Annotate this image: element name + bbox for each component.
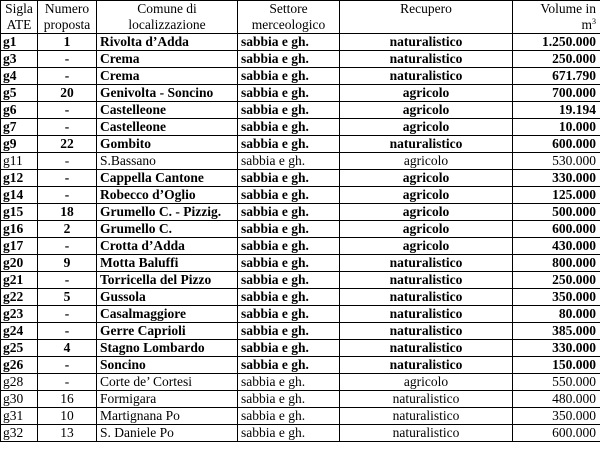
cell-comune: Grumello C. - Pizzig. — [97, 204, 238, 221]
cell-numero: - — [38, 187, 97, 204]
cell-settore: sabbia e gh. — [238, 340, 340, 357]
cell-comune: Gombito — [97, 136, 238, 153]
cell-recupero: naturalistico — [340, 51, 513, 68]
cell-volume: 330.000 — [513, 340, 600, 357]
table-row — [1, 408, 600, 425]
table-row — [1, 374, 600, 391]
cell-volume: 350.000 — [513, 408, 600, 425]
cell-comune: Gussola — [97, 289, 238, 306]
cell-recupero: naturalistico — [340, 289, 513, 306]
cell-numero: 13 — [38, 425, 97, 442]
cell-settore: sabbia e gh. — [238, 102, 340, 119]
cell-recupero: agricolo — [340, 85, 513, 102]
cell-recupero: naturalistico — [340, 391, 513, 408]
table-row — [1, 340, 600, 357]
cell-numero: - — [38, 238, 97, 255]
cell-recupero: agricolo — [340, 153, 513, 170]
cell-sigla: g1 — [1, 34, 38, 51]
cell-recupero: naturalistico — [340, 306, 513, 323]
cell-recupero: naturalistico — [340, 408, 513, 425]
cell-comune: Crotta d’Adda — [97, 238, 238, 255]
cell-sigla: g5 — [1, 85, 38, 102]
cell-numero: 1 — [38, 34, 97, 51]
cell-comune: Crema — [97, 51, 238, 68]
cell-settore: sabbia e gh. — [238, 187, 340, 204]
table-row — [1, 255, 600, 272]
cell-settore: sabbia e gh. — [238, 255, 340, 272]
cell-settore: sabbia e gh. — [238, 391, 340, 408]
cell-settore: sabbia e gh. — [238, 34, 340, 51]
cell-sigla: g32 — [1, 425, 38, 442]
cell-settore: sabbia e gh. — [238, 323, 340, 340]
cell-numero: - — [38, 272, 97, 289]
header-settore: Settore merceologico — [238, 1, 340, 34]
cell-recupero: naturalistico — [340, 255, 513, 272]
cell-sigla: g16 — [1, 221, 38, 238]
cell-numero: 16 — [38, 391, 97, 408]
table-header — [1, 1, 600, 34]
cell-volume: 600.000 — [513, 136, 600, 153]
cell-volume: 125.000 — [513, 187, 600, 204]
cell-volume: 80.000 — [513, 306, 600, 323]
cell-volume: 430.000 — [513, 238, 600, 255]
cell-comune: Castelleone — [97, 102, 238, 119]
cell-recupero: naturalistico — [340, 323, 513, 340]
cell-sigla: g15 — [1, 204, 38, 221]
cell-numero: - — [38, 170, 97, 187]
cell-comune: Stagno Lombardo — [97, 340, 238, 357]
cell-settore: sabbia e gh. — [238, 289, 340, 306]
cell-recupero: naturalistico — [340, 136, 513, 153]
cell-numero: - — [38, 153, 97, 170]
cell-settore: sabbia e gh. — [238, 357, 340, 374]
cell-numero: 5 — [38, 289, 97, 306]
cell-numero: 20 — [38, 85, 97, 102]
cell-volume: 250.000 — [513, 51, 600, 68]
cell-volume: 700.000 — [513, 85, 600, 102]
table-row — [1, 221, 600, 238]
cell-volume: 600.000 — [513, 221, 600, 238]
cell-settore: sabbia e gh. — [238, 85, 340, 102]
header-comune: Comune di localizzazione — [97, 1, 238, 34]
cell-settore: sabbia e gh. — [238, 408, 340, 425]
table-row — [1, 289, 600, 306]
table-row — [1, 272, 600, 289]
cell-numero: - — [38, 323, 97, 340]
cell-volume: 385.000 — [513, 323, 600, 340]
cell-volume: 150.000 — [513, 357, 600, 374]
cell-volume: 330.000 — [513, 170, 600, 187]
cell-sigla: g28 — [1, 374, 38, 391]
cell-volume: 671.790 — [513, 68, 600, 85]
cell-sigla: g25 — [1, 340, 38, 357]
cell-recupero: agricolo — [340, 374, 513, 391]
cell-sigla: g30 — [1, 391, 38, 408]
table-row — [1, 357, 600, 374]
cell-volume: 800.000 — [513, 255, 600, 272]
cell-numero: - — [38, 306, 97, 323]
cell-settore: sabbia e gh. — [238, 204, 340, 221]
cell-recupero: naturalistico — [340, 68, 513, 85]
cell-numero: - — [38, 68, 97, 85]
table-row — [1, 425, 600, 442]
cell-numero: - — [38, 374, 97, 391]
cell-comune: Martignana Po — [97, 408, 238, 425]
cell-numero: 10 — [38, 408, 97, 425]
cell-volume: 250.000 — [513, 272, 600, 289]
table-row — [1, 323, 600, 340]
cell-numero: 18 — [38, 204, 97, 221]
cell-volume: 1.250.000 — [513, 34, 600, 51]
cell-volume: 480.000 — [513, 391, 600, 408]
cell-comune: Formigara — [97, 391, 238, 408]
table-row — [1, 51, 600, 68]
header-row — [1, 1, 600, 34]
cell-settore: sabbia e gh. — [238, 170, 340, 187]
cell-recupero: agricolo — [340, 102, 513, 119]
cell-numero: 2 — [38, 221, 97, 238]
header-sigla: Sigla ATE — [1, 1, 38, 34]
cell-sigla: g23 — [1, 306, 38, 323]
cell-volume: 10.000 — [513, 119, 600, 136]
cell-numero: - — [38, 119, 97, 136]
cell-comune: Corte de’ Cortesi — [97, 374, 238, 391]
cell-settore: sabbia e gh. — [238, 272, 340, 289]
table-row — [1, 391, 600, 408]
table-body — [1, 34, 600, 442]
cell-comune: Grumello C. — [97, 221, 238, 238]
cell-volume: 500.000 — [513, 204, 600, 221]
cell-settore: sabbia e gh. — [238, 425, 340, 442]
cell-sigla: g21 — [1, 272, 38, 289]
cell-recupero: agricolo — [340, 238, 513, 255]
cell-settore: sabbia e gh. — [238, 221, 340, 238]
cell-numero: 22 — [38, 136, 97, 153]
cell-sigla: g26 — [1, 357, 38, 374]
cell-sigla: g6 — [1, 102, 38, 119]
cell-numero: 4 — [38, 340, 97, 357]
cell-comune: S. Daniele Po — [97, 425, 238, 442]
cell-sigla: g20 — [1, 255, 38, 272]
cell-sigla: g11 — [1, 153, 38, 170]
cell-recupero: naturalistico — [340, 340, 513, 357]
cell-comune: Gerre Caprioli — [97, 323, 238, 340]
header-recupero: Recupero — [340, 1, 513, 34]
table-row — [1, 306, 600, 323]
table-row — [1, 119, 600, 136]
cell-numero: 9 — [38, 255, 97, 272]
cell-recupero: naturalistico — [340, 357, 513, 374]
cell-volume: 600.000 — [513, 425, 600, 442]
table-row — [1, 34, 600, 51]
cell-settore: sabbia e gh. — [238, 306, 340, 323]
table-row — [1, 204, 600, 221]
cell-comune: Torricella del Pizzo — [97, 272, 238, 289]
cell-recupero: naturalistico — [340, 34, 513, 51]
table-row — [1, 153, 600, 170]
cell-settore: sabbia e gh. — [238, 119, 340, 136]
cell-sigla: g17 — [1, 238, 38, 255]
cell-comune: Casalmaggiore — [97, 306, 238, 323]
cell-comune: Motta Baluffi — [97, 255, 238, 272]
table-row — [1, 170, 600, 187]
table-row — [1, 68, 600, 85]
cell-numero: - — [38, 102, 97, 119]
table-row — [1, 85, 600, 102]
cell-comune: Soncino — [97, 357, 238, 374]
cell-sigla: g4 — [1, 68, 38, 85]
cell-sigla: g31 — [1, 408, 38, 425]
cell-recupero: agricolo — [340, 119, 513, 136]
cell-comune: Robecco d’Oglio — [97, 187, 238, 204]
cell-comune: Genivolta - Soncino — [97, 85, 238, 102]
header-numero: Numero proposta — [38, 1, 97, 34]
cell-comune: Crema — [97, 68, 238, 85]
table-row — [1, 238, 600, 255]
cell-sigla: g24 — [1, 323, 38, 340]
cell-comune: S.Bassano — [97, 153, 238, 170]
cell-recupero: agricolo — [340, 170, 513, 187]
cell-comune: Rivolta d’Adda — [97, 34, 238, 51]
cell-recupero: agricolo — [340, 204, 513, 221]
cell-volume: 550.000 — [513, 374, 600, 391]
cell-settore: sabbia e gh. — [238, 136, 340, 153]
table-row — [1, 136, 600, 153]
cell-settore: sabbia e gh. — [238, 51, 340, 68]
cell-settore: sabbia e gh. — [238, 153, 340, 170]
cell-recupero: agricolo — [340, 221, 513, 238]
cell-sigla: g3 — [1, 51, 38, 68]
header-volume: Volume in $m^3$ — [513, 1, 600, 34]
cell-recupero: naturalistico — [340, 272, 513, 289]
table-row — [1, 187, 600, 204]
cell-settore: sabbia e gh. — [238, 238, 340, 255]
cell-sigla: g14 — [1, 187, 38, 204]
cell-sigla: g7 — [1, 119, 38, 136]
cell-volume: 350.000 — [513, 289, 600, 306]
cell-comune: Castelleone — [97, 119, 238, 136]
cell-recupero: naturalistico — [340, 425, 513, 442]
cell-numero: - — [38, 51, 97, 68]
cell-volume: 530.000 — [513, 153, 600, 170]
cell-numero: - — [38, 357, 97, 374]
cell-sigla: g12 — [1, 170, 38, 187]
cell-sigla: g9 — [1, 136, 38, 153]
cell-settore: sabbia e gh. — [238, 68, 340, 85]
table-row — [1, 102, 600, 119]
cell-recupero: agricolo — [340, 187, 513, 204]
cell-comune: Cappella Cantone — [97, 170, 238, 187]
cell-volume: 19.194 — [513, 102, 600, 119]
cell-settore: sabbia e gh. — [238, 374, 340, 391]
cell-sigla: g22 — [1, 289, 38, 306]
